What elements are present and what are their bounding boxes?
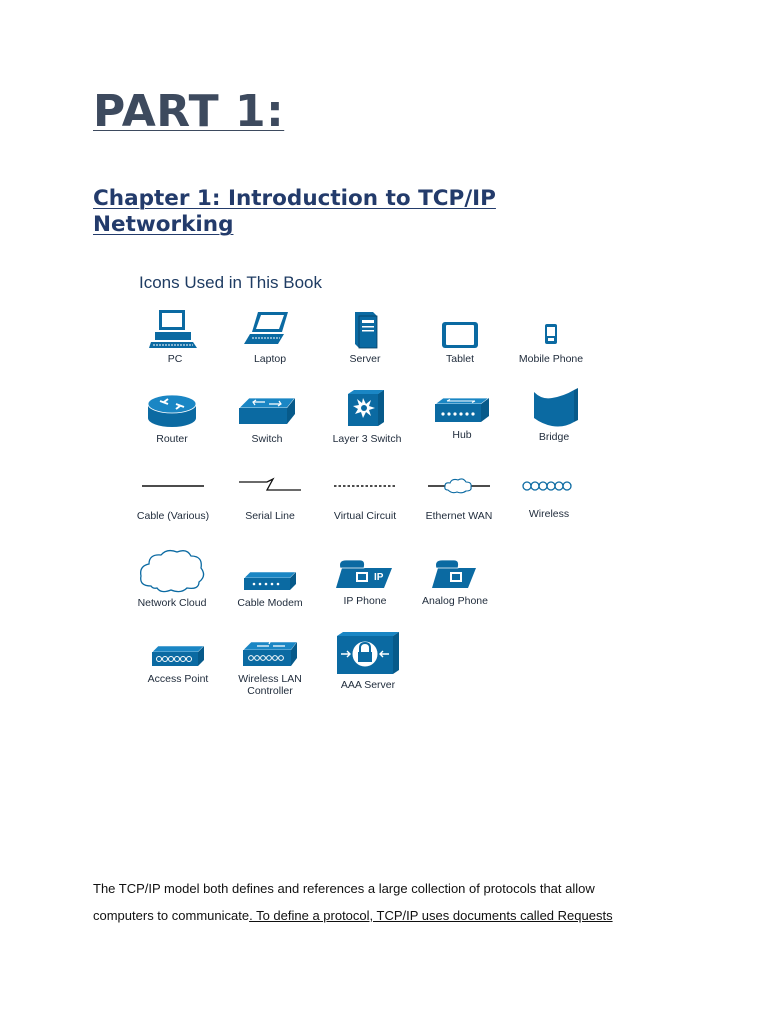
icon-cable [125, 476, 221, 522]
icon-virtual-circuit [317, 476, 413, 522]
icon-label: Server [349, 353, 381, 365]
bridge-icon [528, 388, 580, 428]
icon-label: Wireless LAN Controller [238, 673, 302, 697]
icon-label: Bridge [538, 431, 570, 443]
serial-line-icon [237, 476, 303, 496]
part-title: PART 1: [93, 86, 285, 137]
icon-label: Access Point [147, 673, 209, 685]
icon-mobile-phone [503, 308, 599, 365]
server-icon [345, 308, 385, 350]
icon-label: PC [167, 353, 183, 365]
figure-title: Icons Used in This Book [139, 273, 322, 292]
icon-server [317, 308, 413, 365]
icon-label: Mobile Phone [518, 353, 584, 365]
icon-label: Cable (Various) [136, 510, 210, 522]
icon-serial-line [222, 476, 318, 522]
tablet-icon [438, 308, 482, 350]
svg-text:IP: IP [374, 572, 384, 583]
icon-analog-phone [407, 556, 503, 607]
access-point-icon [148, 640, 208, 670]
icon-label: Tablet [445, 353, 475, 365]
layer3-switch-icon [344, 388, 390, 430]
icon-label: IP Phone [343, 595, 387, 607]
icons-figure [122, 268, 602, 718]
icon-wireless-lan-controller [222, 634, 318, 697]
icon-label: AAA Server [340, 679, 396, 691]
aaa-server-icon [335, 630, 401, 676]
icon-network-cloud [124, 548, 220, 609]
mobile-phone-icon [536, 308, 566, 350]
icon-label: Ethernet WAN [425, 510, 493, 522]
icon-label: Layer 3 Switch [332, 433, 402, 445]
icon-label: Router [156, 433, 188, 445]
icon-label: Virtual Circuit [333, 510, 397, 522]
analog-phone-icon [430, 556, 480, 592]
cable-icon [140, 476, 206, 496]
body-paragraph-line-2 [93, 908, 653, 924]
icon-switch [219, 392, 315, 445]
icon-router [124, 392, 220, 445]
icon-pc [127, 308, 223, 365]
router-icon [144, 392, 200, 430]
wireless-lan-controller-icon [239, 634, 301, 670]
cable-modem-icon [240, 568, 300, 594]
icon-aaa-server [320, 630, 416, 691]
body-text-underlined: . To define a protocol, TCP/IP uses documents called Requests [249, 908, 613, 923]
icon-label: Wireless [528, 508, 570, 520]
icon-wireless [501, 476, 597, 520]
icon-label: Switch [251, 433, 283, 445]
icon-access-point [130, 640, 226, 685]
hub-icon [431, 392, 493, 426]
laptop-icon [242, 308, 298, 350]
pc-icon [147, 308, 203, 350]
icon-laptop [222, 308, 318, 365]
icon-label: Hub [452, 429, 472, 441]
icon-label: Cable Modem [237, 597, 303, 609]
icon-label: Laptop [253, 353, 287, 365]
icon-tablet [412, 308, 508, 365]
virtual-circuit-icon [332, 476, 398, 496]
ip-phone-icon [334, 556, 396, 592]
icon-cable-modem [222, 568, 318, 609]
ethernet-wan-icon [426, 476, 492, 496]
switch-icon [235, 392, 299, 430]
icon-ip-phone [317, 556, 413, 607]
icon-hub [414, 392, 510, 441]
icon-bridge [506, 388, 602, 443]
icon-ethernet-wan [411, 476, 507, 522]
body-text-plain: computers to communicate [93, 908, 250, 923]
network-cloud-icon [137, 548, 207, 594]
icon-label: Network Cloud [137, 597, 207, 609]
icon-label: Analog Phone [422, 595, 488, 607]
chapter-title: Chapter 1: Introduction to TCP/IP Networking [93, 186, 496, 237]
wireless-icon [519, 476, 579, 496]
icon-label: Serial Line [245, 510, 295, 522]
icon-layer3-switch [319, 388, 415, 445]
body-paragraph-line-1: The TCP/IP model both defines and references a large collection of protocols that allow [93, 881, 595, 896]
